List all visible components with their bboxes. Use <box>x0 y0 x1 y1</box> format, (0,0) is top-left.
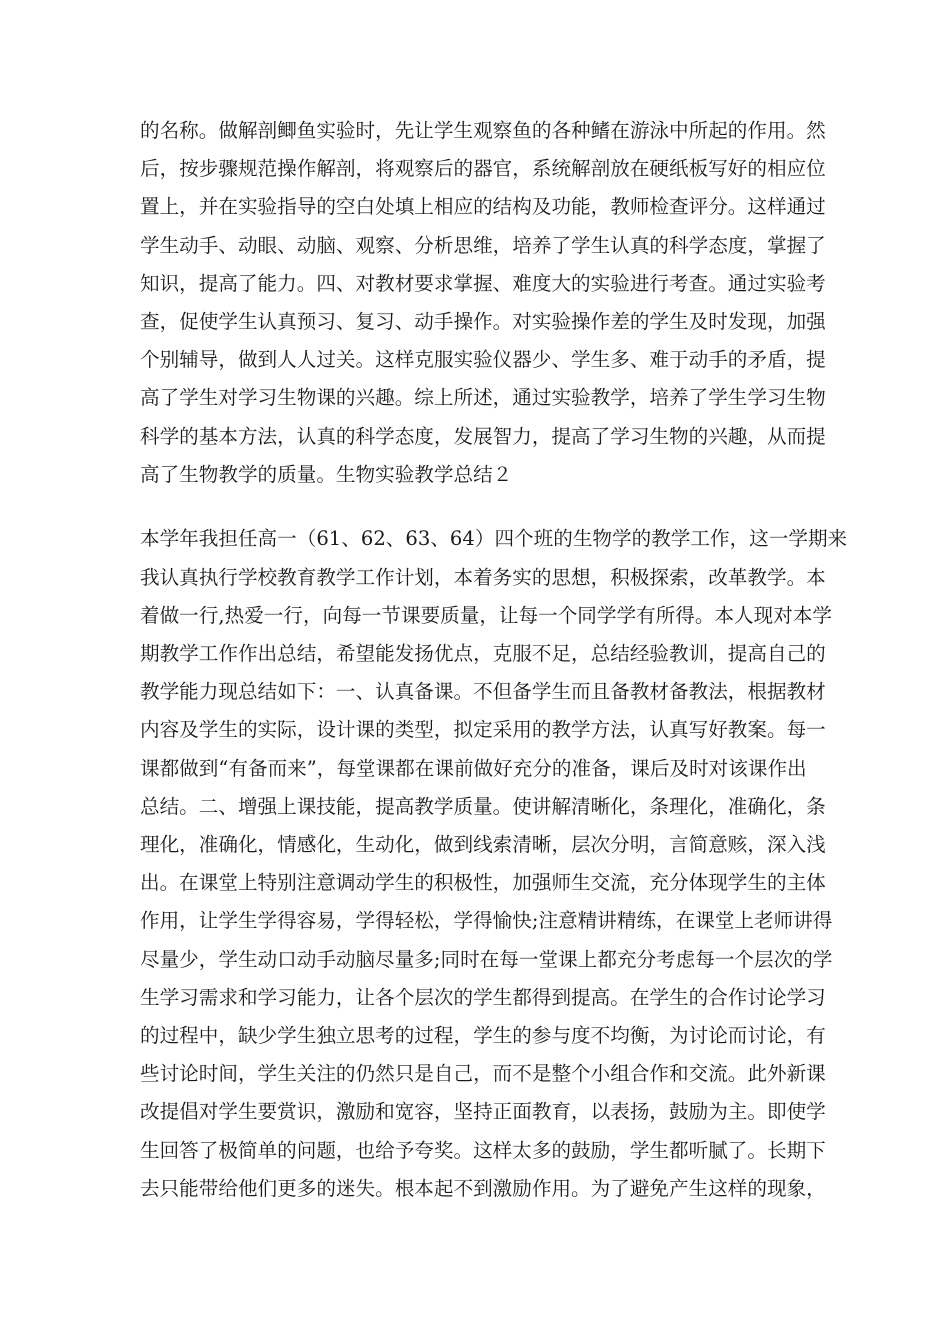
text-line: 生回答了极简单的问题，也给予夸奖。这样太多的鼓励，学生都听腻了。长期下 <box>140 1139 826 1162</box>
text-line: 生学习需求和学习能力，让各个层次的学生都得到提高。在学生的合作讨论学习 <box>140 986 826 1009</box>
text-line: 的过程中，缺少学生独立思考的过程，学生的参与度不均衡，为讨论而讨论，有 <box>140 1024 826 1047</box>
text-line: 知识，提高了能力。四、对教材要求掌握、难度大的实验进行考查。通过实验考 <box>140 272 826 295</box>
text-line: 期教学工作作出总结，希望能发扬优点，克服不足，总结经验教训，提高自己的 <box>140 642 826 665</box>
text-line: 我认真执行学校教育教学工作计划，本着务实的思想，积极探索，改革教学。本 <box>140 566 826 589</box>
text-line: 教学能力现总结如下：一、认真备课。不但备学生而且备教材备教法，根据教材 <box>140 680 826 703</box>
text-line: 去只能带给他们更多的迷失。根本起不到激励作用。为了避免产生这样的现象， <box>140 1177 826 1200</box>
text-line: 后，按步骤规范操作解剖，将观察后的器官，系统解剖放在硬纸板写好的相应位 <box>140 157 826 180</box>
text-line: 课都做到“有备而来”，每堂课都在课前做好充分的准备，课后及时对该课作出 <box>140 757 807 780</box>
text-line: 科学的基本方法，认真的科学态度，发展智力，提高了学习生物的兴趣，从而提 <box>140 425 826 448</box>
text-line: 的名称。做解剖鲫鱼实验时，先让学生观察鱼的各种鳍在游泳中所起的作用。然 <box>140 119 826 142</box>
text-line: 出。在课堂上特别注意调动学生的积极性，加强师生交流，充分体现学生的主体 <box>140 871 826 894</box>
text-line: 内容及学生的实际，设计课的类型，拟定采用的教学方法，认真写好教案。每一 <box>140 718 826 741</box>
text-line: 些讨论时间，学生关注的仍然只是自己，而不是整个小组合作和交流。此外新课 <box>140 1062 826 1085</box>
text-line: 改提倡对学生要赏识，激励和宽容，坚持正面教育，以表扬，鼓励为主。即使学 <box>140 1100 826 1123</box>
text-line: 本学年我担任高一（61、62、63、64）四个班的生物学的教学工作，这一学期来 <box>140 527 848 550</box>
text-line: 高了生物教学的质量。生物实验教学总结２ <box>140 463 513 486</box>
text-line: 着做一行,热爱一行，向每一节课要质量，让每一个同学学有所得。本人现对本学 <box>140 604 833 627</box>
text-line: 置上，并在实验指导的空白处填上相应的结构及功能，教师检查评分。这样通过 <box>140 195 826 218</box>
text-line: 查，促使学生认真预习、复习、动手操作。对实验操作差的学生及时发现，加强 <box>140 310 826 333</box>
text-line: 尽量少，学生动口动手动脑尽量多;同时在每一堂课上都充分考虑每一个层次的学 <box>140 948 833 971</box>
text-line: 总结。二、增强上课技能，提高教学质量。使讲解清晰化，条理化，准确化，条 <box>140 795 826 818</box>
text-line: 学生动手、动眼、动脑、观察、分析思维，培养了学生认真的科学态度，掌握了 <box>140 234 826 257</box>
text-line: 高了学生对学习生物课的兴趣。综上所述，通过实验教学，培养了学生学习生物 <box>140 386 826 409</box>
text-line: 个别辅导，做到人人过关。这样克服实验仪器少、学生多、难于动手的矛盾，提 <box>140 348 826 371</box>
text-line: 理化，准确化，情感化，生动化，做到线索清晰，层次分明，言简意赅，深入浅 <box>140 833 826 856</box>
text-line: 作用，让学生学得容易，学得轻松，学得愉快;注意精讲精练，在课堂上老师讲得 <box>140 909 833 932</box>
